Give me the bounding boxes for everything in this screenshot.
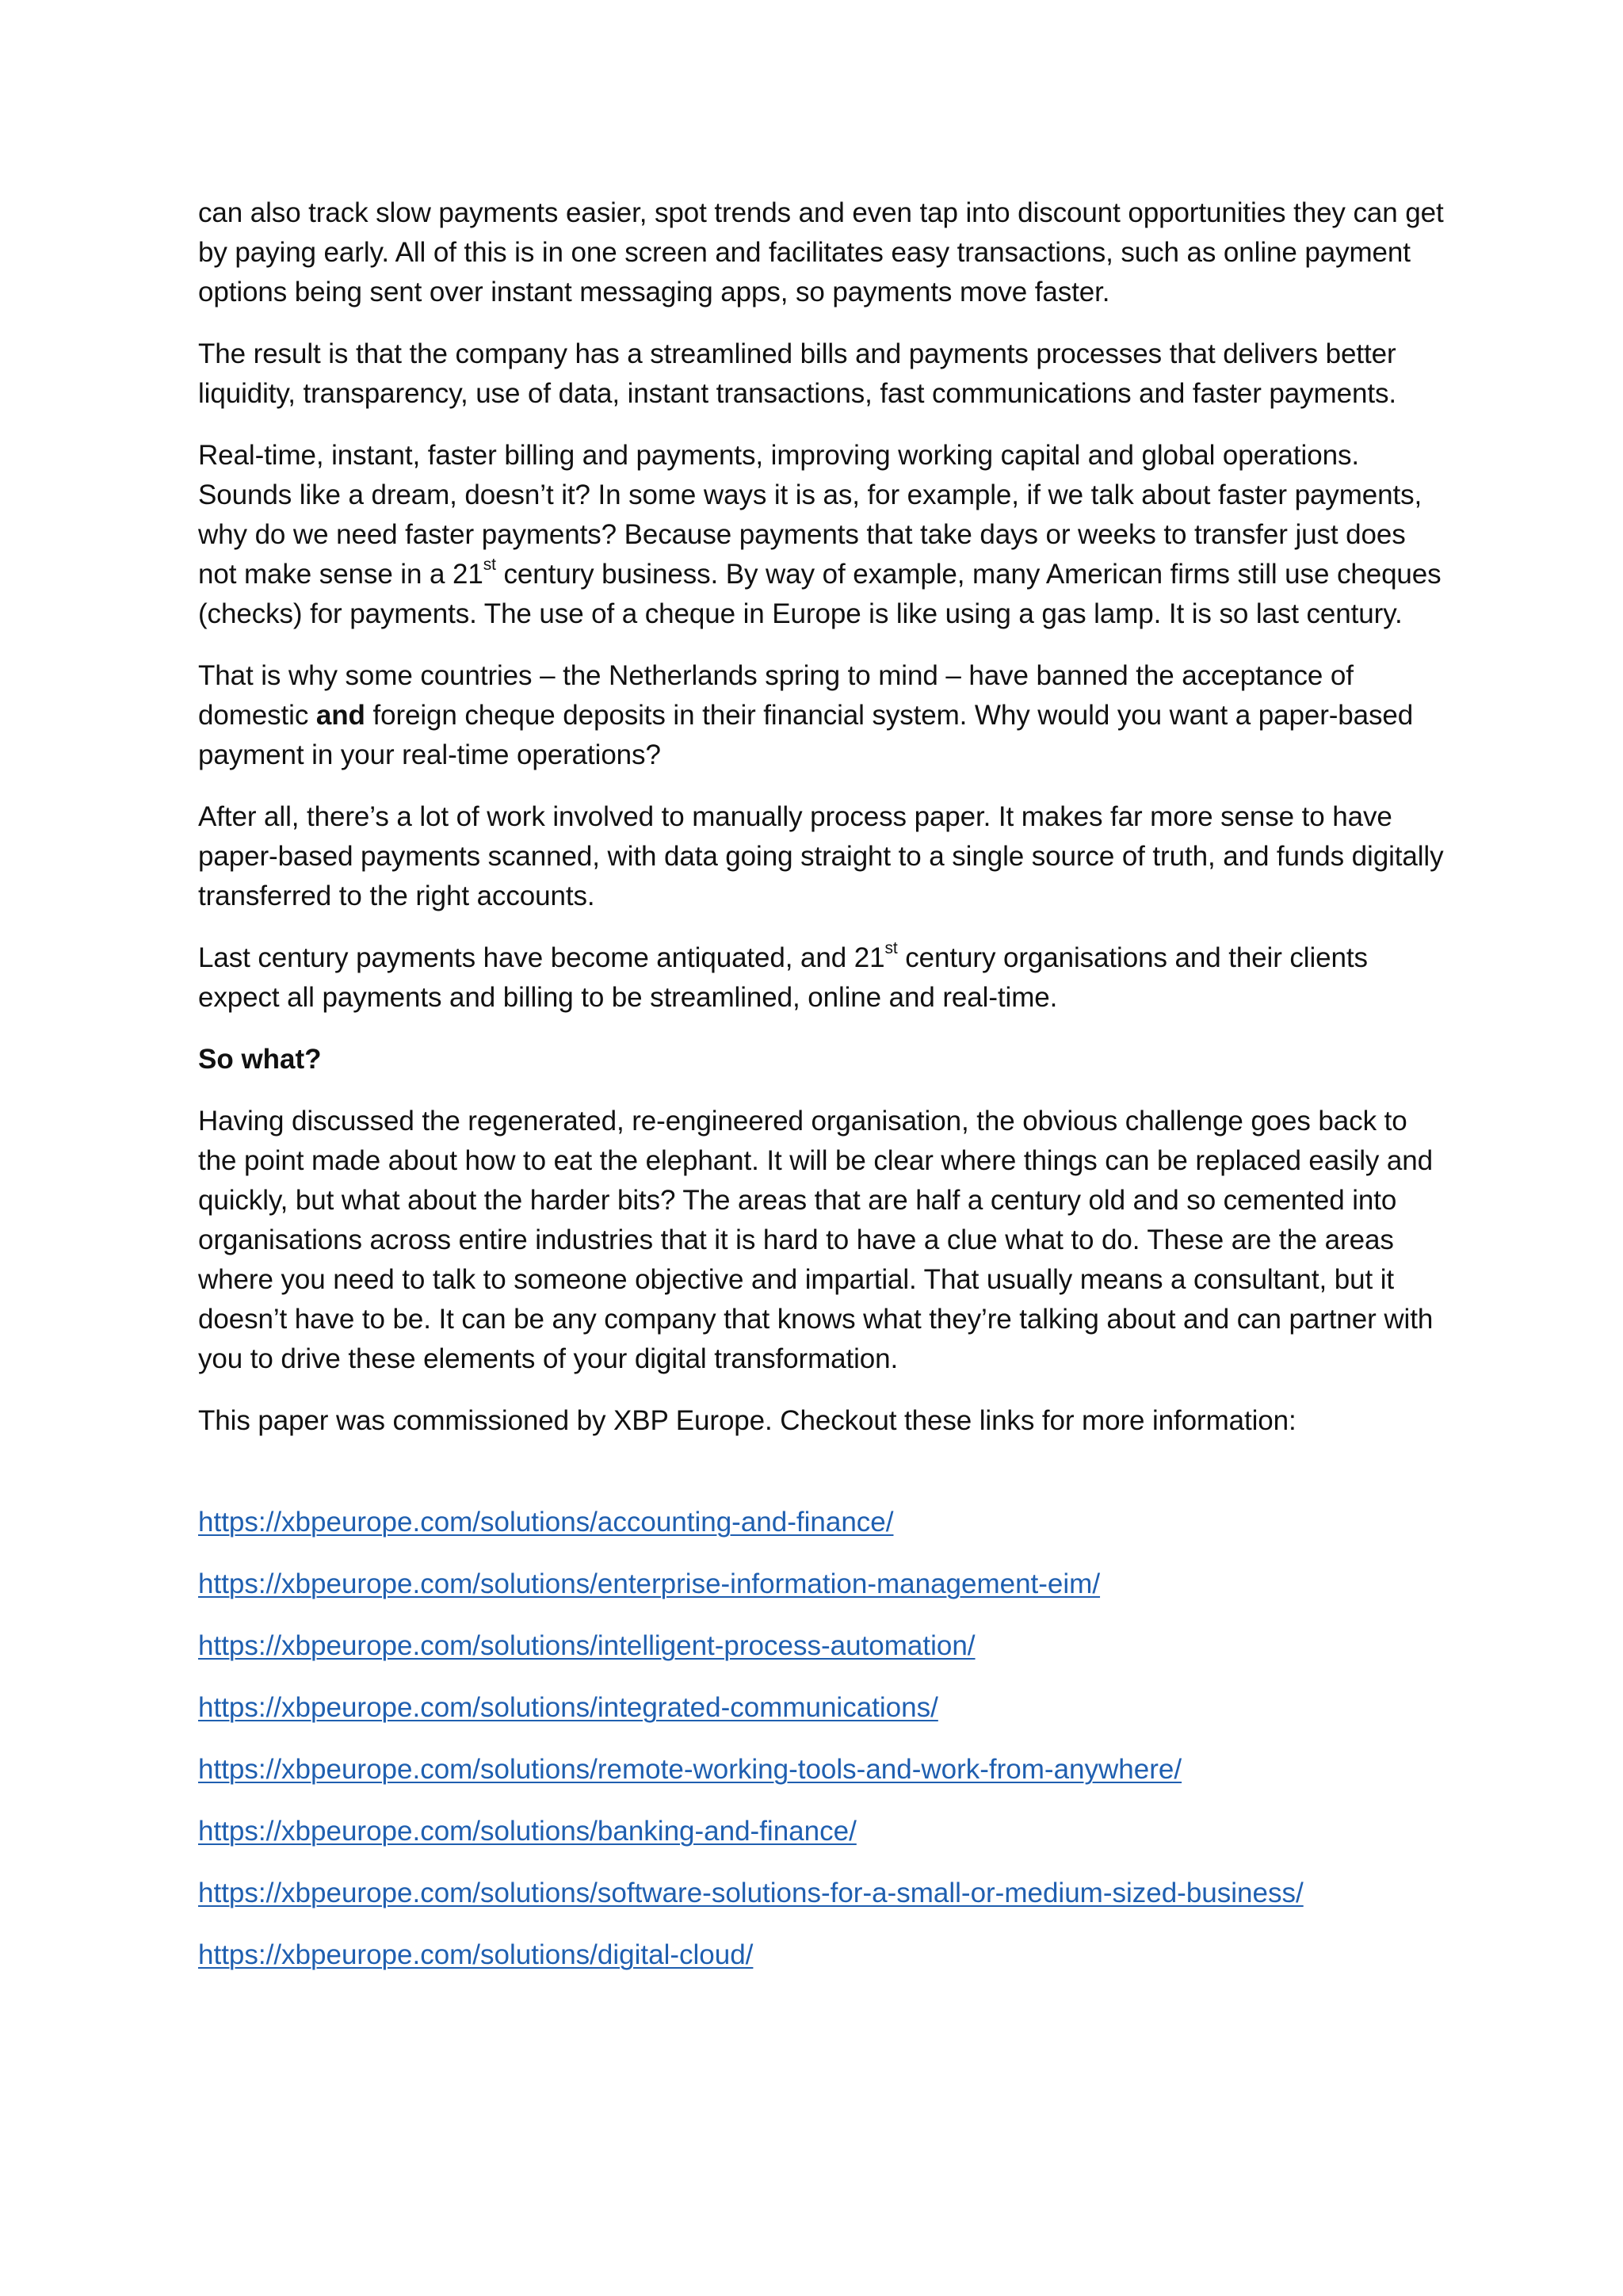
link-item xyxy=(198,1750,1450,1790)
ordinal-suffix: st xyxy=(884,939,898,958)
paragraph-manual-paper: After all, there’s a lot of work involved to manually process paper. It makes far more sense to have paper-based payments scanned, with data going straight to a single source of truth, and funds digitally transferred to the right accounts. xyxy=(198,801,1444,911)
link-item xyxy=(198,1874,1450,1913)
link-integrated-communications[interactable]: https://xbpeurope.com/solutions/integrated-communications/ xyxy=(198,1692,938,1723)
paragraph-real-time-text-a: Real-time, instant, faster billing and payments, improving working capital and global operations. Sounds like a dream, doesn’t it? In some ways it is as, for example, if we talk about faster payments, why do we need faster payments? Because payments that take days or weeks to transfer just does not make sense in a 21 xyxy=(198,440,1423,590)
link-item xyxy=(198,1564,1450,1604)
paragraph-antiquated-text-b: century organisations and their clients expect all payments and billing to be streamlined, online and real-time. xyxy=(198,942,1368,1013)
link-item xyxy=(198,1688,1450,1728)
paragraph-cheque-ban-text-a: That is why some countries – the Netherlands spring to mind – have banned the acceptance of domestic xyxy=(198,660,1354,731)
paragraph-tracking-payments: can also track slow payments easier, spot trends and even tap into discount opportunities they can get by paying early. All of this is in one screen and facilitates easy transactions, such as online payment options being sent over instant messaging apps, so payments move faster. xyxy=(198,197,1444,308)
paragraph-real-time xyxy=(198,436,1450,634)
link-software-solutions-smb[interactable]: https://xbpeurope.com/solutions/software-solutions-for-a-small-or-medium-sized-business/ xyxy=(198,1878,1304,1908)
paragraph-commissioned: This paper was commissioned by XBP Europe. Checkout these links for more information: xyxy=(198,1405,1296,1436)
link-item xyxy=(198,1812,1450,1851)
paragraph-real-time-text-b: century business. By way of example, many American firms still use cheques (checks) for payments. The use of a cheque in Europe is like using a gas lamp. It is so last century. xyxy=(198,559,1442,629)
paragraph-so-what: Having discussed the regenerated, re-engineered organisation, the obvious challenge goes back to the point made about how to eat the elephant. It will be clear where things can be replaced easily and quickly, but what about the harder bits? The areas that are half a century old and so cemented into organisations across entire industries that it is hard to have a clue what to do. These are the areas where you need to talk to someone objective and impartial. That usually means a consultant, but it doesn’t have to be. It can be any company that knows what they’re talking about and can partner with you to drive these elements of your digital transformation. xyxy=(198,1106,1434,1374)
link-enterprise-information-management[interactable]: https://xbpeurope.com/solutions/enterprise-information-management-eim/ xyxy=(198,1568,1101,1599)
paragraph-cheque-ban xyxy=(198,656,1450,775)
paragraph-result: The result is that the company has a streamlined bills and payments processes that delivers better liquidity, transparency, use of data, instant transactions, fast communications and faster payments. xyxy=(198,338,1396,409)
ordinal-suffix: st xyxy=(483,556,496,575)
link-item xyxy=(198,1935,1450,1975)
bold-emphasis: and xyxy=(315,700,365,731)
link-item xyxy=(198,1626,1450,1666)
link-item xyxy=(198,1503,1450,1542)
link-remote-working-tools[interactable]: https://xbpeurope.com/solutions/remote-working-tools-and-work-from-anywhere/ xyxy=(198,1754,1182,1785)
link-intelligent-process-automation[interactable]: https://xbpeurope.com/solutions/intelligent-process-automation/ xyxy=(198,1630,976,1661)
paragraph-cheque-ban-text-b: foreign cheque deposits in their financial system. Why would you want a paper-based payment in your real-time operations? xyxy=(198,700,1414,770)
document-body xyxy=(198,193,1450,1997)
link-list xyxy=(198,1503,1450,1975)
section-heading: So what? xyxy=(198,1044,322,1075)
link-banking-and-finance[interactable]: https://xbpeurope.com/solutions/banking-and-finance/ xyxy=(198,1816,857,1847)
link-digital-cloud[interactable]: https://xbpeurope.com/solutions/digital-cloud/ xyxy=(198,1939,754,1970)
paragraph-antiquated xyxy=(198,938,1450,1018)
paragraph-antiquated-text-a: Last century payments have become antiquated, and 21 xyxy=(198,942,885,973)
link-accounting-and-finance[interactable]: https://xbpeurope.com/solutions/accounting-and-finance/ xyxy=(198,1507,894,1538)
